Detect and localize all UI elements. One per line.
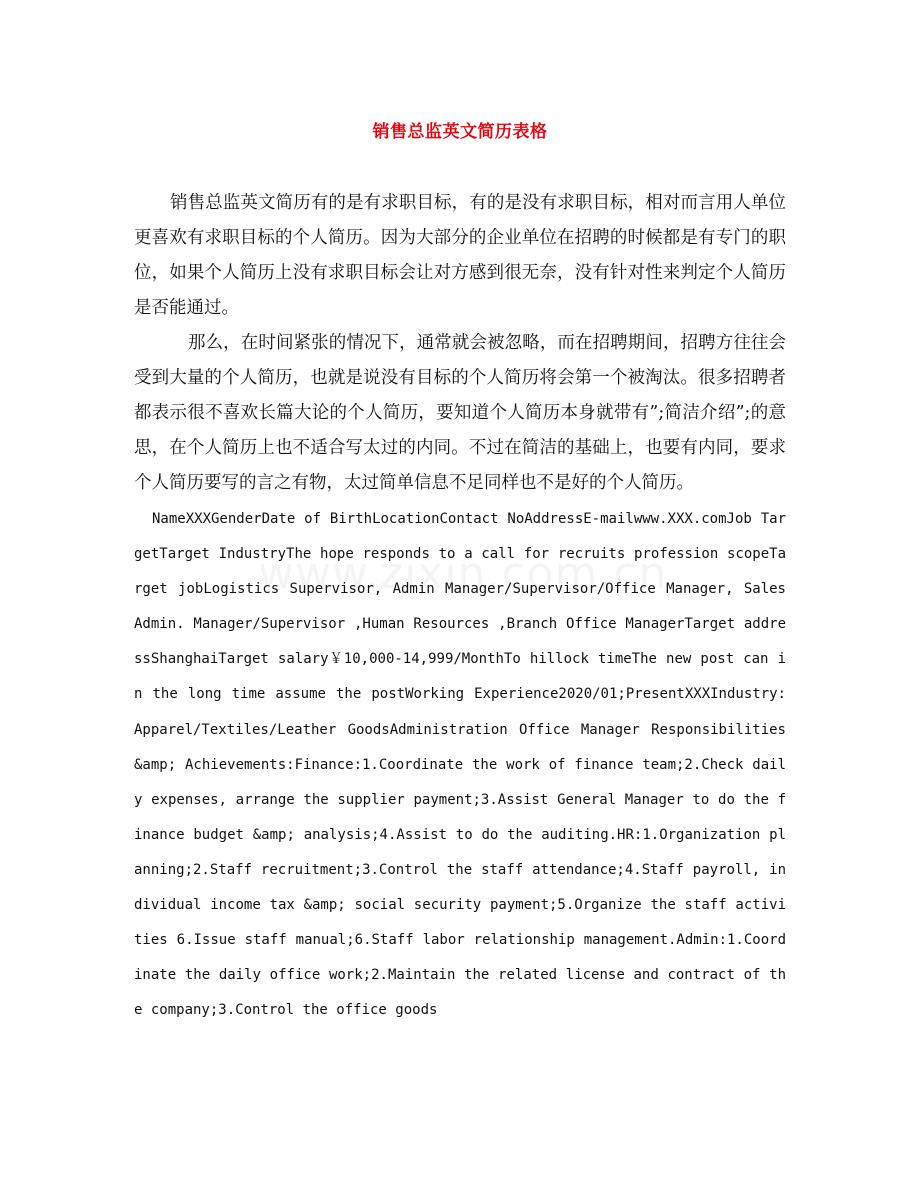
second-paragraph: 那么，在时间紧张的情况下，通常就会被忽略，而在招聘期间，招聘方往往会受到大量的个人简历，也就是说没有目标的个人简历将会第一个被淘汰。很多招聘者都表示很不喜欢长篇大论的个人简历，要知道个人简历本身就带有”;简洁介绍”;的意思，在个人简历上也不适合写太过的内同。不过在简洁的基础上，也要有内同，要求个人简历要写的言之有物，太过简单信息不足同样也不是好的个人简历。 bbox=[134, 333, 786, 493]
page-title: 销售总监英文简历表格 bbox=[372, 122, 548, 142]
intro-paragraph: 销售总监英文简历有的是有求职目标，有的是没有求职目标，相对而言用人单位更喜欢有求职目标的个人简历。因为大部分的企业单位在招聘的时候都是有专门的职位，如果个人简历上没有求职目标会让对方感到很无奈，没有针对性来判定个人简历是否能通过。 bbox=[134, 193, 786, 318]
resume-body-text: NameXXXGenderDate of BirthLocationContact NoAddressE-mailwww.XXX.comJob TargetTarget IndustryThe hope responds to a call for recruits profession scopeTarget jobLogistics Supervisor, Admin Manager/Supervisor/Office Manager, Sales Admin. Manager/Supervisor ,Human Resources ,Branch Office ManagerTarget addressShanghaiTarget salary￥10,000-14,999/MonthTo hillock timeThe new post can in the long time assume the postWorking Experience2020/01;PresentXXXIndustry: Apparel/Textiles/Leather GoodsAdministration Office Manager Responsibilities &amp; Achievements:Finance:1.Coordinate the work of finance team;2.Check daily expenses, arrange the supplier payment;3.Assist General Manager to do the finance budget &amp; analysis;4.Assist to do the auditing.HR:1.Organization planning;2.Staff recruitment;3.Control the staff attendance;4.Staff payroll, individual income tax &amp; social security payment;5.Organize the staff activities 6.Issue staff manual;6.Staff labor relationship management.Admin:1.Coordinate the daily office work;2.Maintain the related license and contract of the company;3.Control the office goods bbox=[134, 511, 786, 1019]
